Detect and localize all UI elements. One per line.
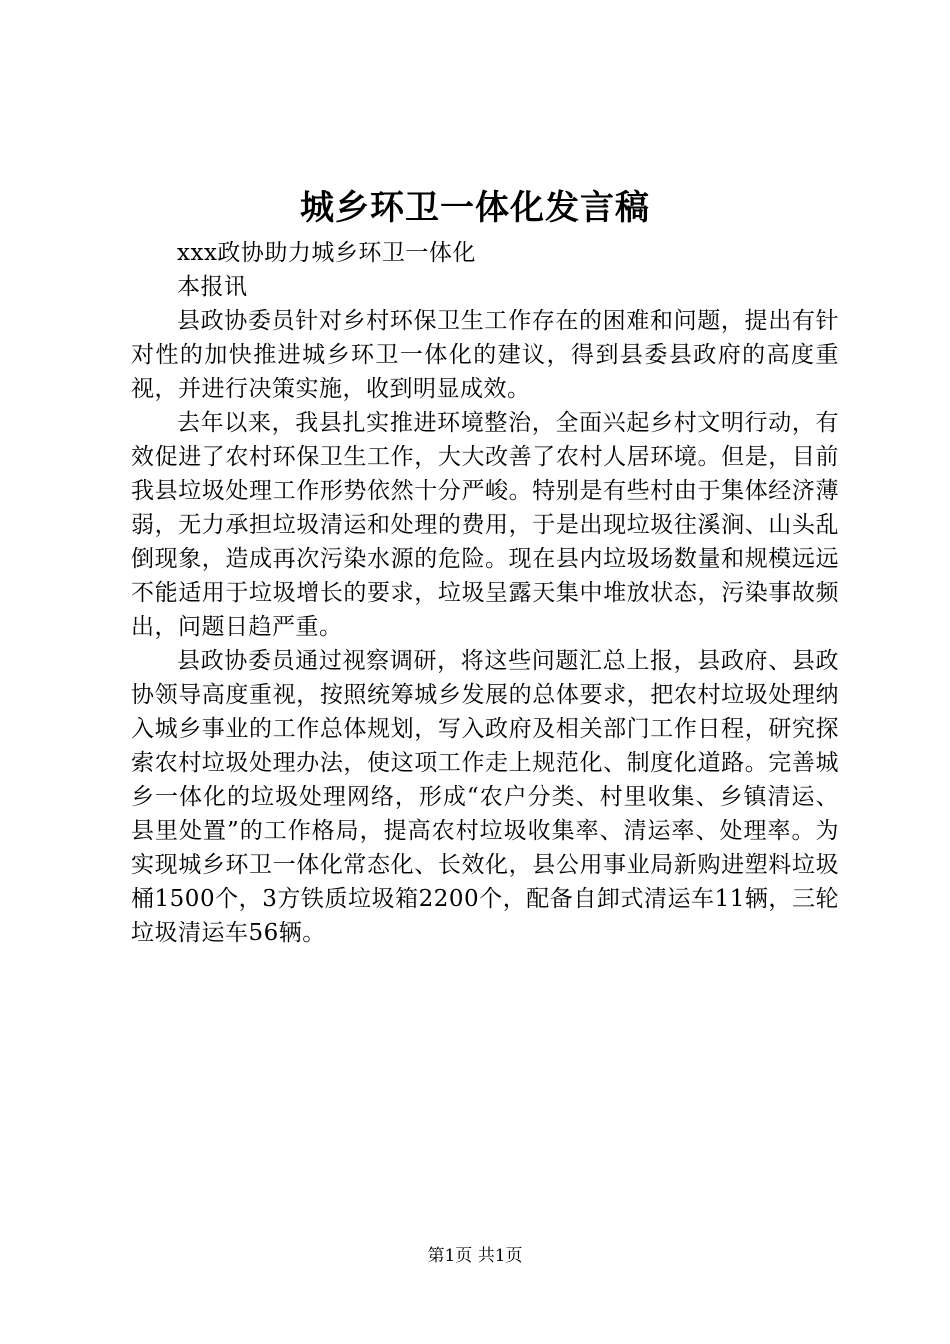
paragraph-3: 县政协委员通过视察调研，将这些问题汇总上报，县政府、县政协领导高度重视，按照统筹城乡发展的总体要求，把农村垃圾处理纳入城乡事业的工作总体规划，写入政府及相关部门工作日程，研究探索农村垃圾处理办法，使这项工作走上规范化、制度化道路。完善城乡一体化的垃圾处理网络，形成“农户分类、村里收集、乡镇清运、县里处置”的工作格局，提高农村垃圾收集率、清运率、处理率。为实现城乡环卫一体化常态化、长效化，县公用事业局新购进塑料垃圾桶1500个，3方铁质垃圾箱2200个，配备自卸式清运车11辆，三轮垃圾清运车56辆。 [131,648,839,946]
paragraph-source-line: 本报讯 [177,274,248,300]
document-title: 城乡环卫一体化发言稿 [300,188,650,228]
paragraph-2: 去年以来，我县扎实推进环境整治，全面兴起乡村文明行动，有效促进了农村环保卫生工作，大大改善了农村人居环境。但是，目前我县垃圾处理工作形势依然十分严峻。特别是有些村由于集体经济薄弱，无力承担垃圾清运和处理的费用，于是出现垃圾往溪涧、山头乱倒现象，造成再次污染水源的危险。现在县内垃圾场数量和规模远远不能适用于垃圾增长的要求，垃圾呈露天集中堆放状态，污染事故频出，问题日趋严重。 [131,410,839,640]
document-body [131,236,839,950]
paragraph-heading-line: xxx政协助力城乡环卫一体化 [177,240,476,266]
page-footer: 第1页 共1页 [427,1246,523,1266]
paragraph-1: 县政协委员针对乡村环保卫生工作存在的困难和问题，提出有针对性的加快推进城乡环卫一体化的建议，得到县委县政府的高度重视，并进行决策实施，收到明显成效。 [131,308,839,402]
